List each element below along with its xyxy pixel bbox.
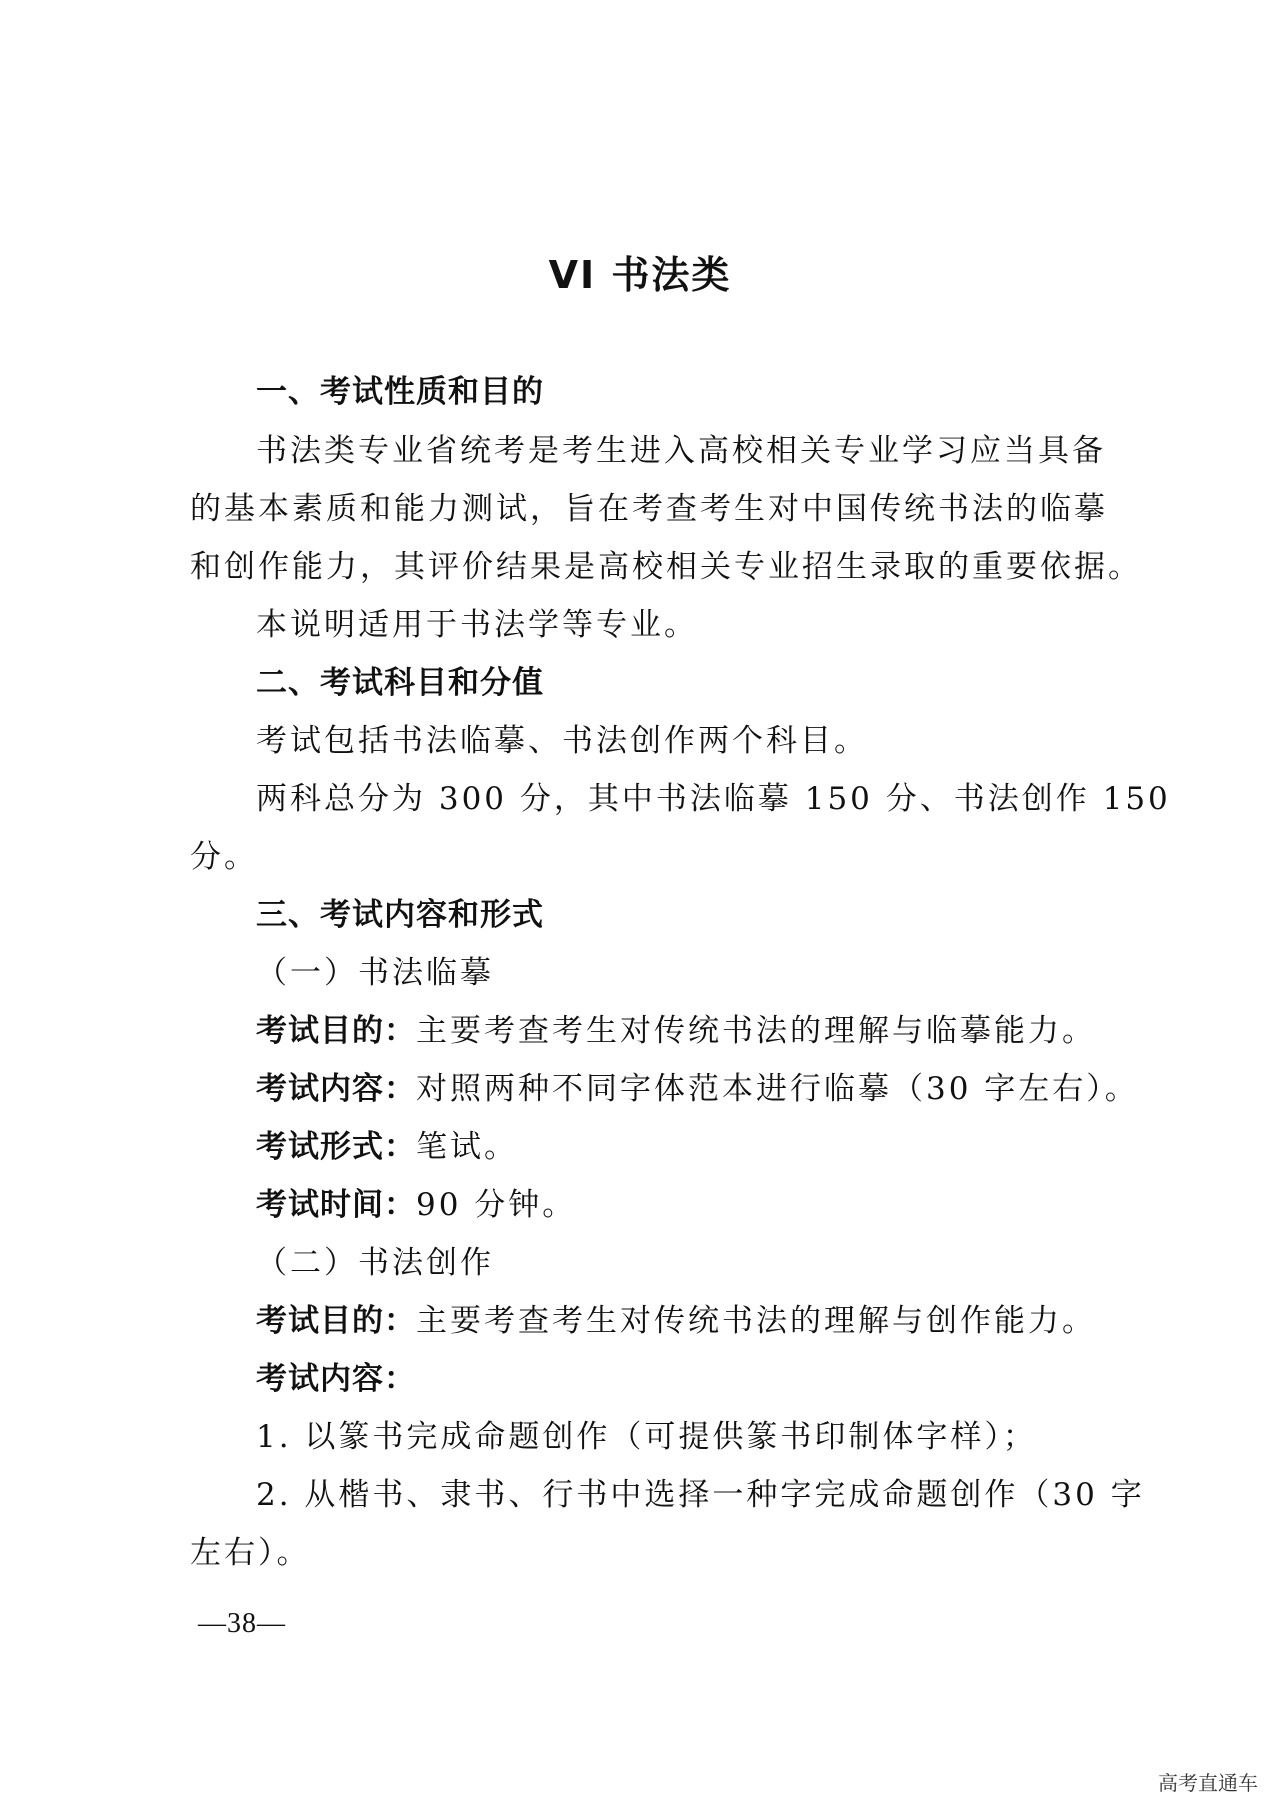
field-line [256, 1011, 1096, 1051]
field-line [256, 1301, 1096, 1341]
field-line [256, 1359, 416, 1399]
paragraph-line: 考试包括书法临摹、书法创作两个科目。 [256, 723, 868, 759]
field-value: 主要考查考生对传统书法的理解与创作能力。 [416, 1303, 1096, 1339]
field-label: 考试内容： [256, 1361, 416, 1397]
paragraph-line: 两科总分为 300 分，其中书法临摹 150 分、书法创作 150 [256, 781, 1171, 817]
paragraph-line: 分。 [190, 839, 258, 875]
field-label: 考试内容： [256, 1071, 416, 1107]
field-label: 考试形式： [256, 1129, 416, 1165]
page-number: —38— [198, 1608, 286, 1639]
section-heading-1: 一、考试性质和目的 [256, 374, 544, 410]
field-value: 对照两种不同字体范本进行临摹（30 字左右）。 [416, 1071, 1139, 1107]
list-item: 1. 以篆书完成命题创作（可提供篆书印制体字样）； [256, 1419, 1037, 1455]
field-value: 笔试。 [416, 1129, 518, 1165]
subsection-heading-1: （一）书法临摹 [256, 955, 494, 991]
field-label: 考试目的： [256, 1303, 416, 1339]
paragraph-line: 的基本素质和能力测试，旨在考查考生对中国传统书法的临摹 [190, 491, 1108, 527]
field-value: 主要考查考生对传统书法的理解与临摹能力。 [416, 1013, 1096, 1049]
page-title: VI 书法类 [548, 253, 732, 297]
list-item: 2. 从楷书、隶书、行书中选择一种字完成命题创作（30 字 [256, 1477, 1145, 1513]
paragraph-line: 本说明适用于书法学等专业。 [256, 607, 698, 643]
paragraph-line: 和创作能力，其评价结果是高校相关专业招生录取的重要依据。 [190, 549, 1142, 585]
field-line [256, 1127, 518, 1167]
section-heading-2: 二、考试科目和分值 [256, 665, 544, 701]
field-label: 考试目的： [256, 1013, 416, 1049]
field-value: 90 分钟。 [416, 1187, 577, 1223]
field-line [256, 1069, 1139, 1109]
paragraph-line: 书法类专业省统考是考生进入高校相关专业学习应当具备 [256, 433, 1106, 469]
field-label: 考试时间： [256, 1187, 416, 1223]
watermark: 高考直通车 [1154, 1765, 1262, 1798]
subsection-heading-2: （二）书法创作 [256, 1245, 494, 1281]
field-line [256, 1185, 576, 1225]
section-heading-3: 三、考试内容和形式 [256, 897, 544, 933]
list-item-continuation: 左右）。 [190, 1535, 311, 1571]
